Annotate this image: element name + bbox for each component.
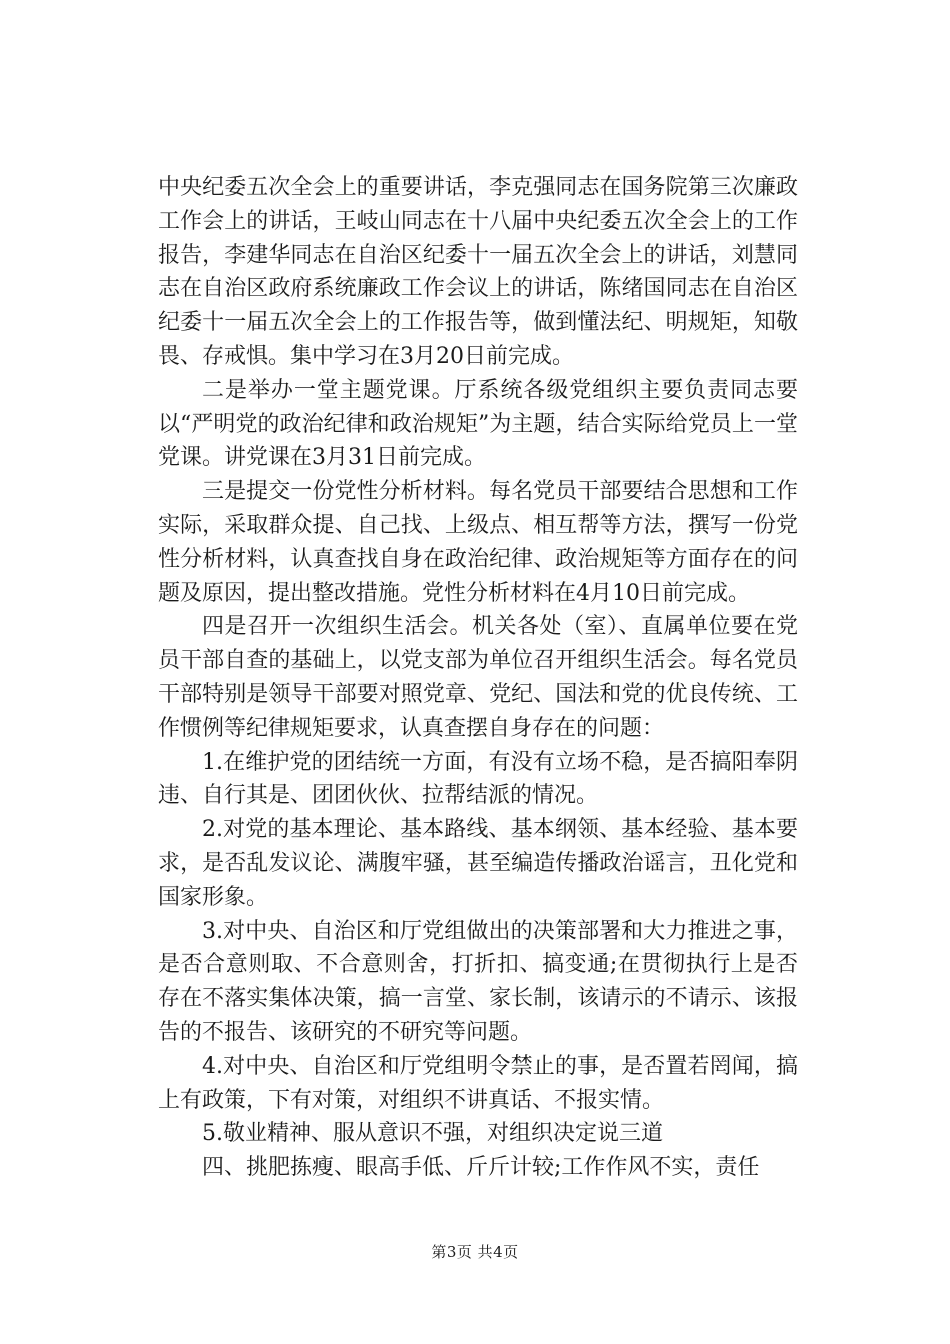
paragraph-4: 四是召开一次组织生活会。机关各处（室）、直属单位要在党员干部自查的基础上，以党支部为单位召开组织生活会。每名党员干部特别是领导干部要对照党章、党纪、国法和党的优良传统、工作惯例等纪律规矩要求，认真查摆自身存在的问题： — [158, 614, 798, 741]
paragraph-continued: 四、挑肥拣瘦、眼高手低、斤斤计较;工作作风不实，责任 — [202, 1155, 760, 1181]
paragraph-3: 三是提交一份党性分析材料。每名党员干部要结合思想和工作实际，采取群众提、自己找、上级点、相互帮等方法，撰写一份党性分析材料，认真查找自身在政治纪律、政治规矩等方面存在的问题及原因，提出整改措施。党性分析材料在4月10日前完成。 — [158, 479, 798, 606]
document-body — [158, 171, 798, 1185]
paragraph-1: 中央纪委五次全会上的重要讲话，李克强同志在国务院第三次廉政工作会上的讲话，王岐山同志在十八届中央纪委五次全会上的工作报告，李建华同志在自治区纪委十一届五次全会上的讲话，刘慧同志在自治区政府系统廉政工作会议上的讲话，陈绪国同志在自治区纪委十一届五次全会上的工作报告等，做到懂法纪、明规矩，知敬畏、存戒惧。集中学习在3月20日前完成。 — [158, 175, 798, 369]
page-number-footer: 第3页 共4页 — [431, 1243, 519, 1261]
list-item-4: 4.对中央、自治区和厅党组明令禁止的事，是否置若罔闻，搞上有政策，下有对策，对组织不讲真话、不报实情。 — [158, 1053, 798, 1113]
list-item-2: 2.对党的基本理论、基本路线、基本纲领、基本经验、基本要求，是否乱发议论、满腹牢骚，甚至编造传播政治谣言，丑化党和国家形象。 — [158, 817, 798, 910]
list-item-3: 3.对中央、自治区和厅党组做出的决策部署和大力推进之事，是否合意则取、不合意则舍，打折扣、搞变通;在贯彻执行上是否存在不落实集体决策，搞一言堂、家长制，该请示的不请示、该报告的不报告、该研究的不研究等问题。 — [158, 918, 798, 1045]
paragraph-2: 二是举办一堂主题党课。厅系统各级党组织主要负责同志要以“严明党的政治纪律和政治规矩”为主题，结合实际给党员上一堂党课。讲党课在3月31日前完成。 — [158, 377, 798, 471]
list-item-1: 1.在维护党的团结统一方面，有没有立场不稳，是否搞阳奉阴违、自行其是、团团伙伙、拉帮结派的情况。 — [158, 749, 798, 809]
list-item-5: 5.敬业精神、服从意识不强，对组织决定说三道 — [202, 1121, 663, 1147]
